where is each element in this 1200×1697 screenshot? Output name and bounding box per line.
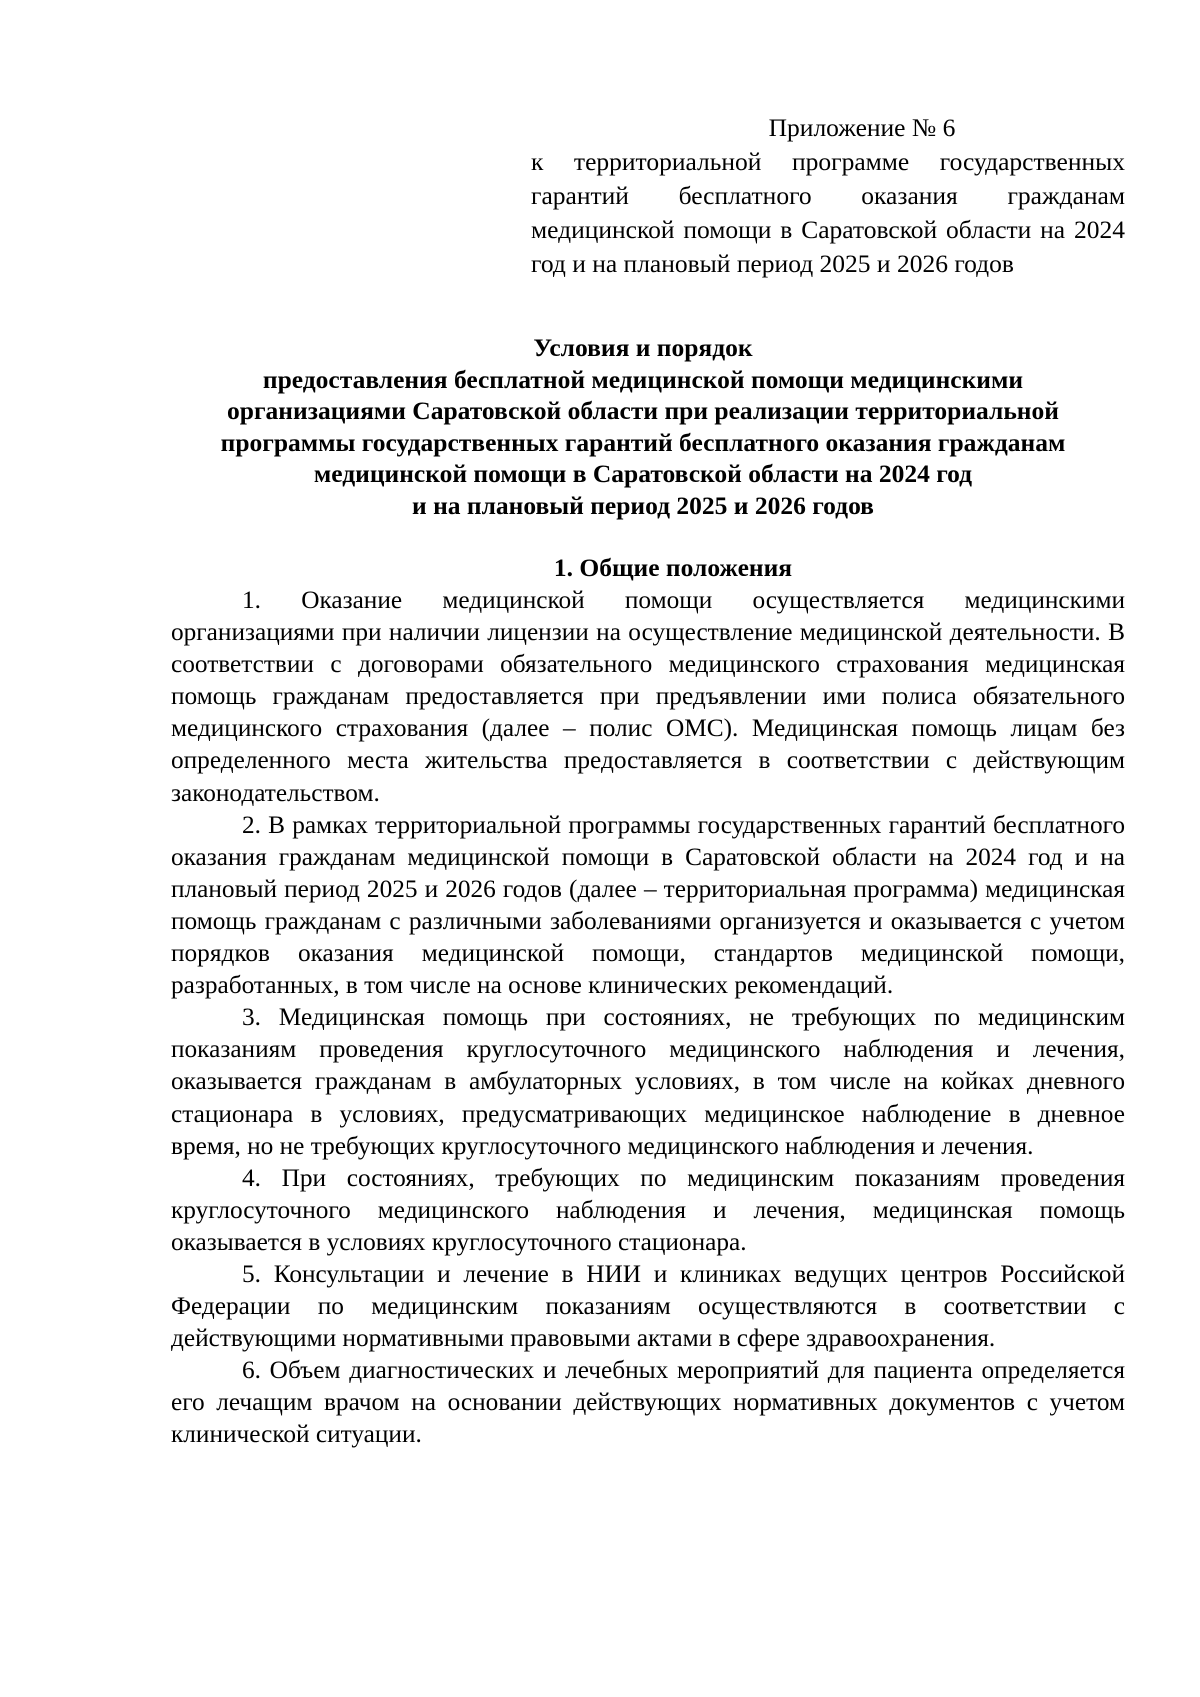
paragraph-5: 5. Консультации и лечение в НИИ и клиниках ведущих центров Российской Федерации по медицинским показаниям осуществляются в соответствии с действующими нормативными правовыми актами в сфере здравоохранения.	[171, 1259, 1125, 1353]
paragraph-6: 6. Объем диагностических и лечебных мероприятий для пациента определяется его лечащим врачом на основании действующих нормативных документов с учетом клинической ситуации.	[171, 1356, 1125, 1449]
section-body	[171, 584, 1125, 1451]
annex-reference: к территориальной программе государственных гарантий бесплатного оказания гражданам медицинской помощи в Саратовской области на 2024 год и на плановый период 2025 и 2026 годов	[531, 147, 1125, 278]
paragraph-1: 1. Оказание медицинской помощи осуществляется медицинскими организациями при наличии лицензии на осуществление медицинской деятельности. В соответствии с договорами обязательного медицинского страхования медицинская помощь гражданам предоставляется при предъявлении ими полиса обязательного медицинского страхования (далее – полис ОМС). Медицинская помощь лицам без определенного места жительства предоставляется в соответствии с действующим законодательством.	[171, 586, 1125, 807]
document-title	[160, 332, 1126, 521]
annex-block	[531, 111, 1125, 281]
document-title-line: Условия и порядок	[533, 333, 753, 362]
paragraph-3: 3. Медицинская помощь при состояниях, не требующих по медицинским показаниям проведения круглосуточного медицинского наблюдения и лечения, оказывается гражданам в амбулаторных условиях, в том числе на койках дневного стационара в условиях, предусматривающих медицинское наблюдение в дневное время, но не требующих круглосуточного медицинского наблюдения и лечения.	[171, 1003, 1125, 1160]
document-title-line: организациями Саратовской области при реализации территориальной	[227, 396, 1059, 425]
document-title-line: программы государственных гарантий бесплатного оказания гражданам	[220, 427, 1066, 457]
document-title-line: предоставления бесплатной медицинской помощи медицинскими	[262, 364, 1024, 394]
document-title-line: и на плановый период 2025 и 2026 годов	[412, 490, 874, 520]
document-title-line: медицинской помощи в Саратовской области на 2024 год	[313, 459, 973, 488]
paragraph-4: 4. При состояниях, требующих по медицинским показаниям проведения круглосуточного медицинского наблюдения и лечения, медицинская помощь оказывается в условиях круглосуточного стационара.	[171, 1163, 1125, 1256]
annex-title: Приложение № 6	[768, 113, 956, 142]
section-heading: 1. Общие положения	[553, 553, 793, 582]
paragraph-2: 2. В рамках территориальной программы государственных гарантий бесплатного оказания гражданам медицинской помощи в Саратовской области на 2024 год и на плановый период 2025 и 2026 годов (далее – территориальная программа) медицинская помощь гражданам с различными заболеваниями организуется и оказывается с учетом порядков оказания медицинской помощи, стандартов медицинской помощи, разработанных, в том числе на основе клинических рекомендаций.	[171, 810, 1125, 1000]
